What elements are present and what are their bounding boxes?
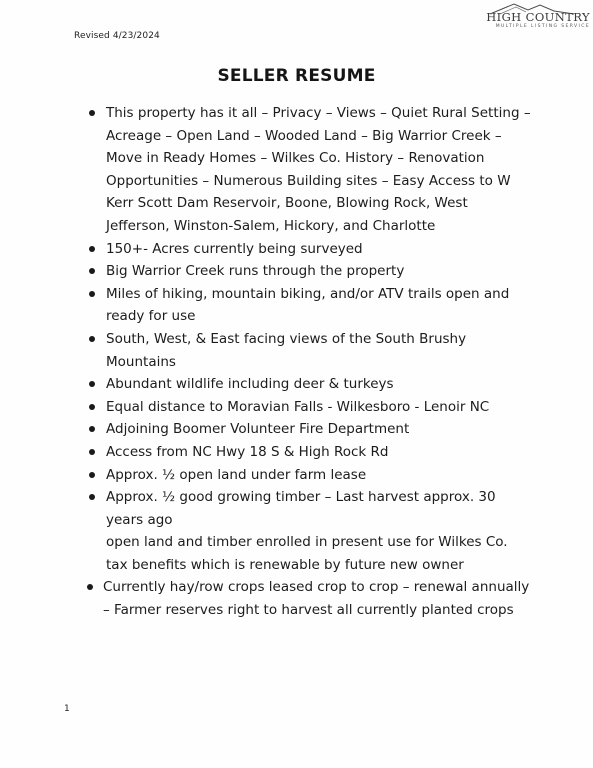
logo-title: HIGH COUNTRY xyxy=(486,10,590,24)
list-item xyxy=(0,464,593,487)
feature-list xyxy=(0,102,593,622)
list-item-text: Miles of hiking, mountain biking, and/or ATV trails open and ready for use xyxy=(106,285,510,325)
list-item xyxy=(0,441,593,464)
list-item-text: This property has it all – Privacy – Views – Quiet Rural Setting – Acreage – Open Land – Wooded Land – Big Warrior Creek – Move in Ready Homes – Wilkes Co. History – Renovation Opportunities – Numerous Building sites – Easy Access to W Kerr Scott Dam Reservoir, Boone, Blowing Rock, West Jefferson, Winston-Salem, Hickory, and Charlotte xyxy=(106,105,531,234)
bullet-icon xyxy=(89,449,95,455)
bullet-icon xyxy=(89,404,95,410)
bullet-icon xyxy=(89,291,95,297)
list-item xyxy=(0,576,593,621)
list-item xyxy=(0,283,593,328)
bullet-icon xyxy=(89,246,95,252)
list-item xyxy=(0,486,593,576)
bullet-icon xyxy=(89,381,95,387)
logo-subtitle: MULTIPLE LISTING SERVICE xyxy=(495,24,590,29)
high-country-logo xyxy=(470,2,590,32)
list-item xyxy=(0,328,593,373)
page-title: SELLER RESUME xyxy=(217,66,376,86)
bullet-icon xyxy=(89,472,95,478)
list-item-text: Approx. ½ good growing timber – Last harvest approx. 30 years ago xyxy=(106,489,496,528)
bullet-icon xyxy=(89,426,95,432)
bullet-icon xyxy=(89,268,95,274)
list-item-text: Access from NC Hwy 18 S & High Rock Rd xyxy=(106,443,389,460)
list-item-text: 150+- Acres currently being surveyed xyxy=(106,240,363,257)
list-item-text: Currently hay/row crops leased crop to crop – renewal annually – Farmer reserves right to harvest all currently planted crops xyxy=(103,579,530,619)
list-item-text: Approx. ½ open land under farm lease xyxy=(106,466,367,483)
list-item-text: Adjoining Boomer Volunteer Fire Department xyxy=(106,421,410,438)
list-item-text: Big Warrior Creek runs through the property xyxy=(106,263,405,280)
bullet-icon xyxy=(89,336,95,342)
list-item xyxy=(0,102,593,238)
list-item xyxy=(0,396,593,419)
list-item xyxy=(0,238,593,261)
list-item xyxy=(0,418,593,441)
page-number: 1 xyxy=(64,704,70,714)
list-item-text: South, West, & East facing views of the South Brushy Mountains xyxy=(106,330,467,370)
bullet-icon xyxy=(89,494,95,500)
list-item xyxy=(0,260,593,283)
revised-date: Revised 4/23/2024 xyxy=(74,31,160,41)
list-item-text: Equal distance to Moravian Falls - Wilkesboro - Lenoir NC xyxy=(106,398,490,415)
bullet-icon xyxy=(89,110,95,116)
bullet-icon xyxy=(87,584,93,590)
list-item xyxy=(0,373,593,396)
list-item-text: Abundant wildlife including deer & turkeys xyxy=(106,376,394,393)
list-item-continuation: open land and timber enrolled in present use for Wilkes Co. tax benefits which is renewable by future new owner xyxy=(106,534,508,573)
